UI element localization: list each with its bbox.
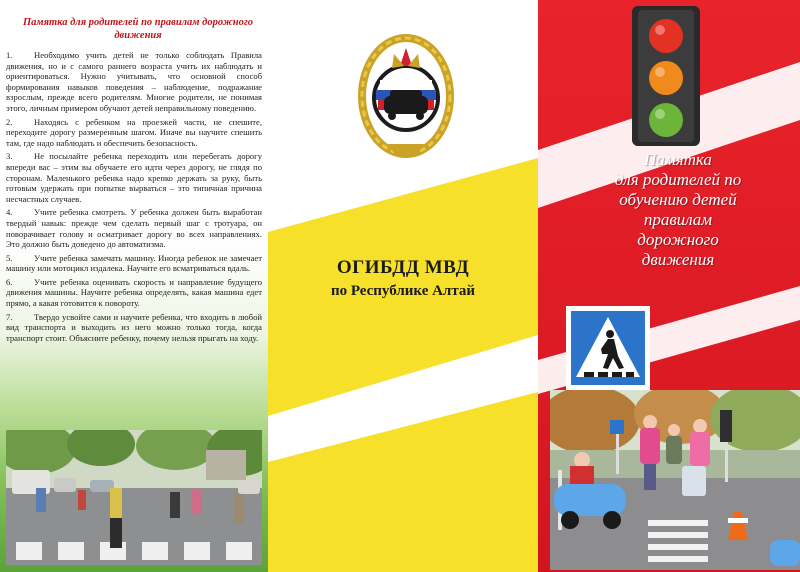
- left-panel-title: Памятка для родителей по правилам дорожного движения: [22, 17, 254, 41]
- rule-number: 4.: [6, 207, 13, 218]
- rules-list: [6, 50, 262, 346]
- rule-item: [6, 253, 262, 274]
- rule-item: [6, 151, 262, 204]
- organization-region: по Республике Алтай: [330, 283, 476, 299]
- rule-text: Учите ребенка замечать машину. Иногда ребенок не замечает машину или мотоцикл издалека. Научите его всматриваться вдаль.: [6, 252, 262, 274]
- children-traffic-playground-photo: [550, 390, 800, 570]
- rule-number: 6.: [6, 276, 13, 287]
- organization-name: ОГИБДД МВД: [336, 257, 470, 278]
- pedestrian-crossing-sign-icon: [566, 306, 650, 390]
- title-line: дорожного: [637, 230, 719, 249]
- rule-text: Необходимо учить детей не только соблюдать Правила движения, но и с самого раннего возраста учить их наблюдать и ориентироваться. Нужно учитывать, что основной способ формирования навыков поведения – наблюдение, подражание взрослым, прежде всего родителям. Многие родители, не понимая этого, личным примером обучают детей неправильному поведению.: [6, 50, 262, 113]
- rule-text: Учите ребенка оценивать скорость и направление будущего движения машины. Научите ребенка определять, какая машина едет прямо, а какая готовится к повороту.: [6, 276, 262, 309]
- title-line: правилам: [643, 210, 713, 229]
- rule-text: Не посылайте ребенка переходить или перебегать дорогу впереди вас – этим вы обучаете его идти через дорогу, не глядя по сторонам. Маленького ребенка надо крепко держать за руку, быть готовым удержать при попытке вырваться – это типичная причина несчастных случаев.: [6, 151, 262, 204]
- title-line: для родителей по: [614, 170, 742, 189]
- title-line: Памятка: [644, 150, 712, 169]
- rule-number: 3.: [6, 151, 13, 162]
- right-panel: [538, 0, 800, 572]
- middle-panel: [268, 0, 538, 572]
- title-line: движения: [641, 250, 715, 269]
- rule-item: [6, 50, 262, 114]
- rule-number: 1.: [6, 50, 13, 60]
- rule-item: [6, 117, 262, 149]
- street-crossing-photo: [6, 430, 262, 565]
- rule-text: Учите ребенка смотреть. У ребенка должен быть выработан твердый навык: прежде чем сделать первый шаг с тротуара, он поворачивает голову и осматривает дорогу во всех направлениях. Это должно быть доведено до автоматизма.: [6, 207, 262, 250]
- rule-item: [6, 312, 262, 344]
- rule-item: [6, 277, 262, 309]
- gibdd-emblem: [358, 32, 454, 160]
- left-panel: [0, 0, 268, 572]
- rule-number: 5.: [6, 252, 13, 263]
- title-line: обучению детей: [619, 190, 737, 209]
- rule-text: Твердо усвойте сами и научите ребенка, что входить в любой вид транспорта и выходить из него можно только тогда, когда транспорт стоит. Объясните ребенку, почему нельзя прыгать на ходу.: [6, 311, 262, 343]
- rule-text: Находясь с ребенком на проезжей части, не спешите, переходите дорогу размеренным шагом. Иначе вы научите спешить там, где надо наблюдать и обеспечить безопасность.: [6, 116, 262, 148]
- traffic-light-icon: [626, 6, 706, 146]
- organization-title: [288, 256, 518, 302]
- rule-number: 2.: [6, 116, 13, 127]
- brochure-title: [578, 150, 778, 270]
- rule-number: 7.: [6, 311, 13, 322]
- rule-item: [6, 207, 262, 249]
